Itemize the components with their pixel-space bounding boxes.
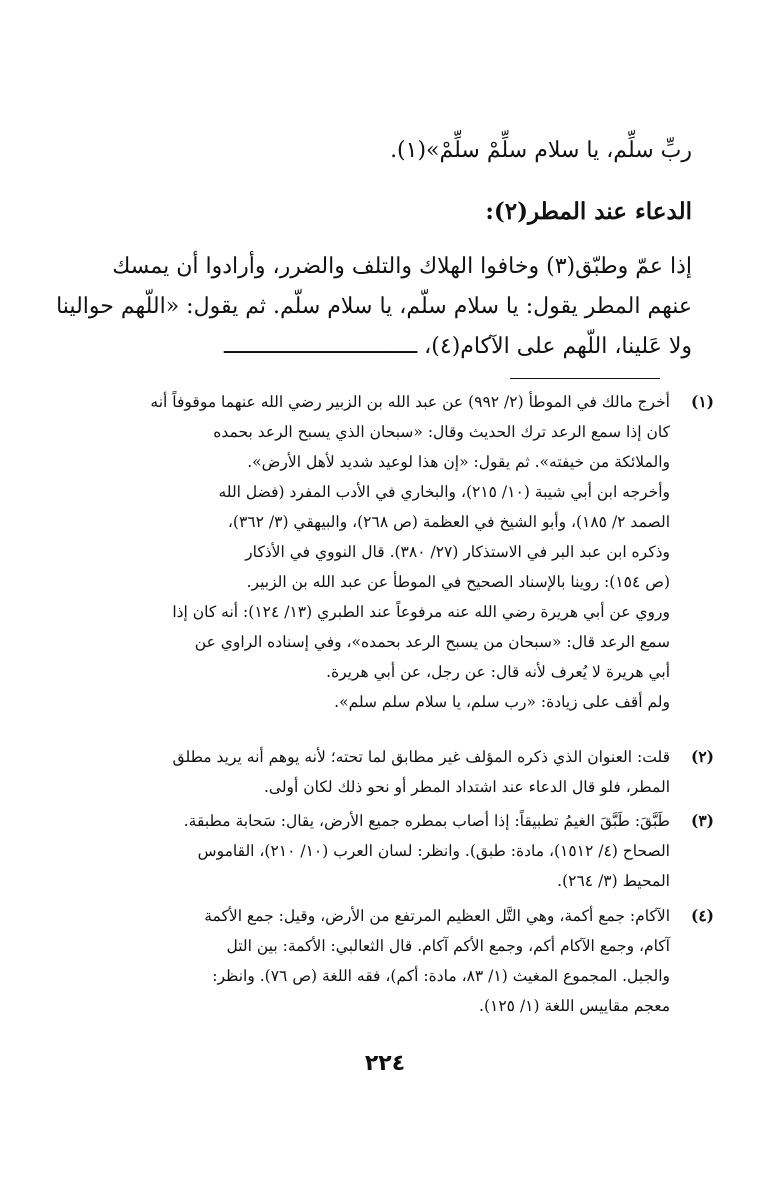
footnote-line: آكام، وجمع الآكام أكم، وجمع الأكم آكام. قال الثعالبي: الأكمة: بين التل bbox=[226, 937, 670, 955]
footnote-body bbox=[78, 392, 670, 712]
footnote-line: طَبَّقَ: طَبَّقَ الغيمُ تطبيقاً: إذا أصاب بمطره جميع الأرض، يقال: سَحابة مطبقة. bbox=[183, 812, 670, 830]
footnote-line: ولم أقف على زيادة: «رب سلم، يا سلام سلم سلم». bbox=[334, 693, 670, 711]
footnote-line: الصحاح (٤/ ١٥١٢)، مادة: طبق). وانظر: لسان العرب (١٠/ ٢١٠)، القاموس bbox=[197, 842, 670, 860]
page-number: ٢٢٤ bbox=[364, 1051, 406, 1076]
footnote-number: (١) bbox=[690, 392, 714, 411]
footnote-line: أخرج مالك في الموطأ (٢/ ٩٩٢) عن عبد الله بن الزبير رضي الله عنهما موقوفاً أنه bbox=[150, 393, 670, 411]
paragraph-line-1: إذا عمّ وطبّق(٣) وخافوا الهلاك والتلف والضرر، وأرادوا أن يمسك bbox=[112, 254, 692, 279]
footnote-line: وأخرجه ابن أبي شيبة (١٠/ ٢١٥)، والبخاري في الأدب المفرد (فضل الله bbox=[218, 483, 670, 501]
footnote-1 bbox=[78, 392, 714, 722]
footnote-separator bbox=[510, 378, 660, 379]
paragraph-line-2: عنهم المطر يقول: يا سلام سلّم، يا سلام سلّم. ثم يقول: «اللّهم حوالينا bbox=[56, 294, 692, 319]
paragraph-block bbox=[56, 254, 692, 359]
footnote-line: الصمد ٢/ ١٨٥)، وأبو الشيخ في العظمة (ص ٢٦٨)، والبيهقي (٣/ ٣٦٢)، bbox=[227, 513, 670, 531]
footnote-4 bbox=[78, 906, 714, 1026]
footnote-line: أبي هريرة لا يُعرف لأنه قال: عن رجل، عن أبي هريرة. bbox=[326, 663, 670, 681]
footnote-line: وذكره ابن عبد البر في الاستذكار (٢٧/ ٣٨٠). قال النووي في الأذكار bbox=[245, 543, 670, 561]
footnote-line: (ص ١٥٤): روينا بالإسناد الصحيح في الموطأ عن عبد الله بن الزبير. bbox=[246, 573, 670, 591]
main-text bbox=[78, 140, 692, 162]
footnote-number: (٤) bbox=[690, 906, 714, 925]
footnote-line: والجبل. المجموع المغيث (١/ ٨٣، مادة: أكم)، فقه اللغة (ص ٧٦). وانظر: bbox=[212, 967, 670, 985]
footnote-3 bbox=[78, 811, 714, 901]
footnote-body bbox=[78, 906, 670, 1016]
footnote-line: كان إذا سمع الرعد ترك الحديث وقال: «سبحان الذي يسبح الرعد بحمده bbox=[213, 423, 670, 441]
footnote-body bbox=[78, 811, 670, 891]
footnote-number: (٣) bbox=[690, 811, 714, 830]
section-heading: الدعاء عند المطر(٢): bbox=[485, 198, 692, 225]
footnote-line: الآكام: جمع أكمة، وهي التَّل العظيم المرتفع من الأرض، وقيل: جمع الأكمة bbox=[204, 907, 670, 925]
footnote-line: معجم مقاييس اللغة (١/ ١٢٥). bbox=[479, 997, 670, 1015]
section-heading-block bbox=[78, 198, 692, 225]
footnote-line: قلت: العنوان الذي ذكره المؤلف غير مطابق لما تحته؛ لأنه يوهم أنه يريد مطلق bbox=[172, 748, 670, 766]
footnote-line: المطر، فلو قال الدعاء عند اشتداد المطر أو نحو ذلك لكان أولى. bbox=[263, 778, 670, 796]
paragraph-line-3: ولا عَلينا، اللّهم على الآكام(٤)، ــــــــــــــــــــــــــــــ bbox=[223, 334, 692, 359]
footnote-line: وروي عن أبي هريرة رضي الله عنه مرفوعاً عند الطبري (١٣/ ١٢٤): أنه كان إذا bbox=[172, 603, 670, 621]
footnote-2 bbox=[78, 747, 714, 807]
footnote-line: والملائكة من خيفته». ثم يقول: «إن هذا لوعيد شديد لأهل الأرض». bbox=[247, 453, 670, 471]
text-line-1: ربِّ سلِّم، يا سلام سلِّمْ سلِّمْ»(١). bbox=[390, 138, 692, 163]
footnote-number: (٢) bbox=[690, 747, 714, 766]
footnote-line: المحيط (٣/ ٢٦٤). bbox=[557, 872, 670, 890]
footnote-line: سمع الرعد قال: «سبحان من يسبح الرعد بحمده»، وفي إسناده الراوي عن bbox=[194, 633, 670, 651]
footnote-body bbox=[78, 747, 670, 797]
